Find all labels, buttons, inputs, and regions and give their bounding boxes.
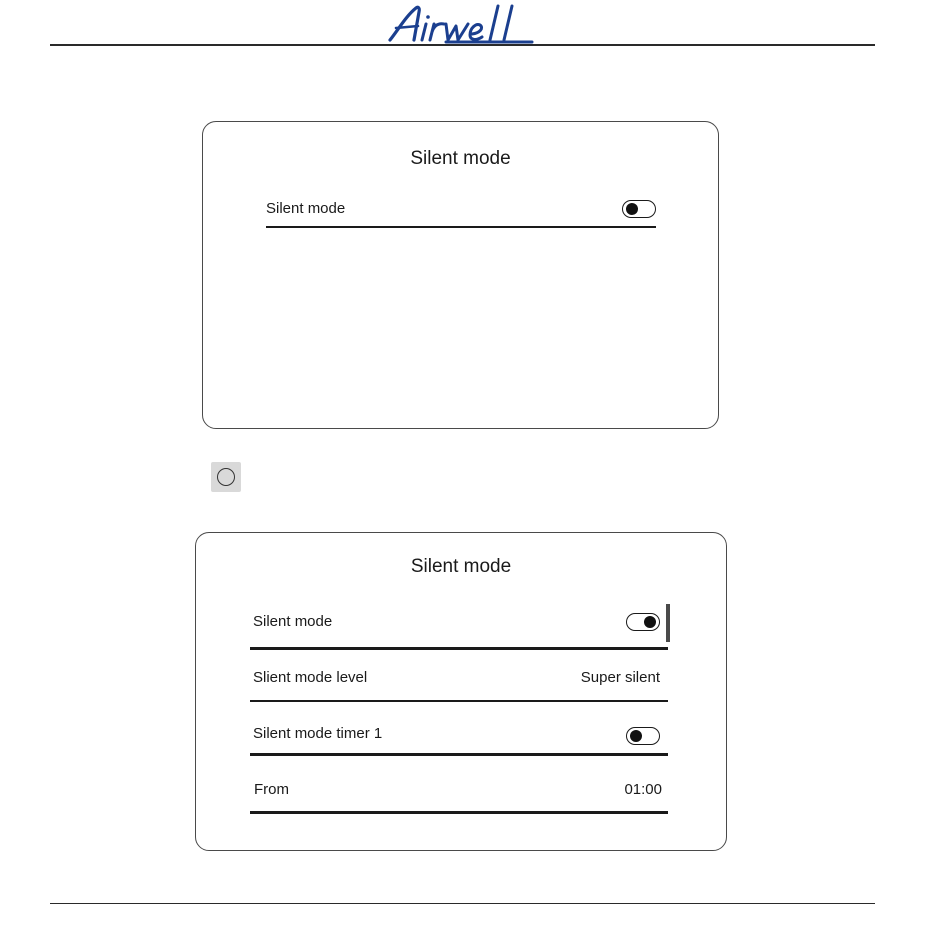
silent-mode-timer-toggle[interactable] xyxy=(626,727,660,745)
from-time-row[interactable] xyxy=(250,759,668,814)
screen-title: Silent mode xyxy=(410,148,511,169)
toggle-knob xyxy=(644,616,656,628)
footer-rule xyxy=(50,903,875,904)
silent-mode-level-label: Slient mode level xyxy=(253,669,368,686)
header-rule xyxy=(50,44,875,46)
silent-mode-screen-on xyxy=(195,532,727,851)
home-button[interactable] xyxy=(211,462,241,492)
silent-mode-row[interactable] xyxy=(250,607,668,650)
toggle-knob xyxy=(630,730,642,742)
silent-mode-timer-row[interactable] xyxy=(250,705,668,756)
airwell-logo xyxy=(386,2,538,44)
circle-home-icon xyxy=(217,468,235,486)
silent-mode-screen-off xyxy=(202,121,719,429)
silent-mode-level-value: Super silent xyxy=(580,669,660,686)
silent-mode-toggle[interactable] xyxy=(622,200,656,218)
toggle-knob xyxy=(626,203,638,215)
scroll-indicator[interactable] xyxy=(666,604,670,642)
silent-mode-toggle[interactable] xyxy=(626,613,660,631)
from-time-value: 01:00 xyxy=(624,781,662,798)
from-label: From xyxy=(254,781,289,798)
silent-mode-label: Silent mode xyxy=(266,200,346,217)
silent-mode-timer-label: Silent mode timer 1 xyxy=(253,725,383,742)
screen-title: Silent mode xyxy=(410,556,512,577)
silent-mode-row[interactable] xyxy=(266,198,656,228)
silent-mode-level-row[interactable] xyxy=(250,653,668,702)
silent-mode-label: Silent mode xyxy=(253,613,333,630)
